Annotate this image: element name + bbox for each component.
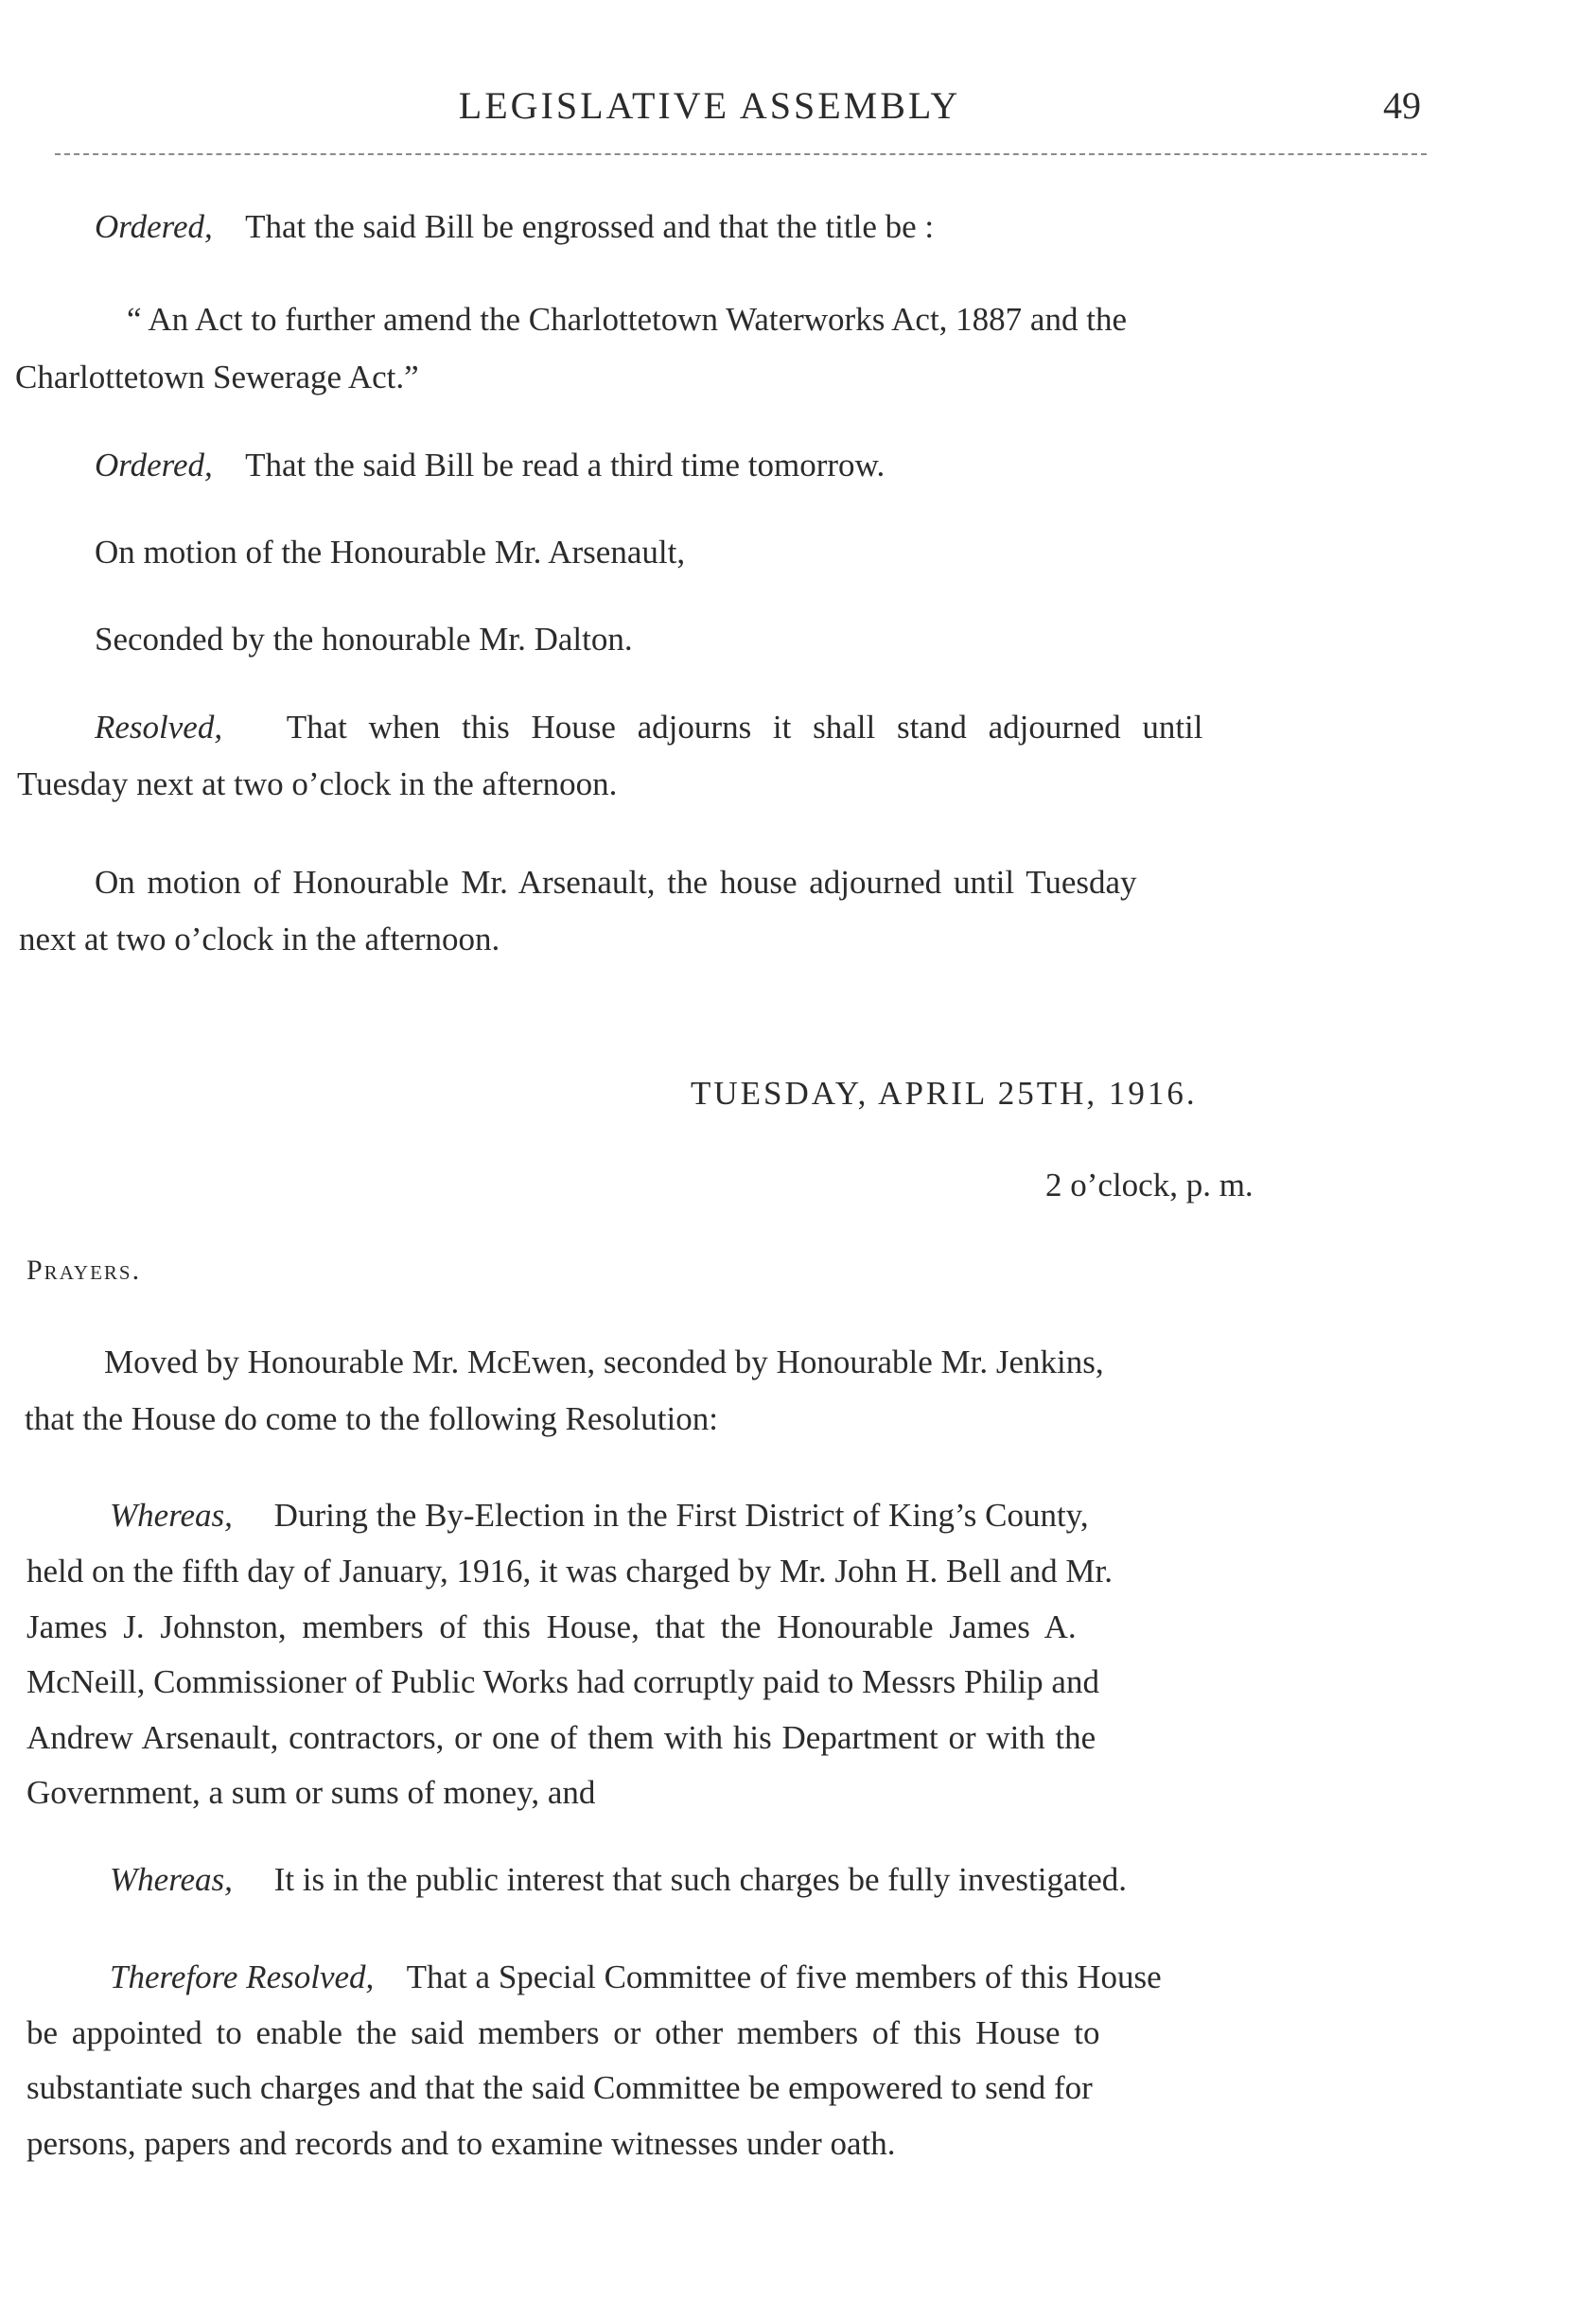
therefore-resolved-line-3: substantiate such charges and that the said Committee be empowered to send for (26, 2069, 1093, 2106)
paragraph-text: It is in the public interest that such charges be fully investigated. (273, 1861, 1128, 1898)
paragraph-lead: Whereas, (110, 1497, 233, 1534)
whereas-first-line-1 (110, 1499, 1089, 1532)
paragraph-text: That the said Bill be read a third time tomorrow. (245, 447, 886, 483)
paragraph-lead: Ordered, (95, 208, 213, 245)
paragraph-moved-line-1: Moved by Honourable Mr. McEwen, seconded by Honourable Mr. Jenkins, (104, 1344, 1104, 1380)
whereas-first-line-2: held on the fifth day of January, 1916, it was charged by Mr. John H. Bell and Mr. (26, 1553, 1113, 1590)
session-date-heading: TUESDAY, APRIL 25TH, 1916. (691, 1075, 1198, 1112)
whereas-first-line-5: Andrew Arsenault, contractors, or one of them with his Department or with the (26, 1719, 1096, 1756)
paragraph-resolved-line-1 (95, 711, 1203, 744)
paragraph-moved-line-2: that the House do come to the following Resolution: (25, 1400, 718, 1437)
paragraph-text: That a Special Committee of five members of this House (406, 1958, 1162, 1995)
whereas-first-line-4: McNeill, Commissioner of Public Works had corruptly paid to Messrs Philip and (26, 1663, 1099, 1700)
paragraph-lead: Whereas, (110, 1861, 233, 1898)
paragraph-lead: Ordered, (95, 447, 213, 483)
paragraph-ordered-third-reading (95, 448, 885, 482)
paragraph-ordered-engrossed (95, 210, 934, 243)
paragraph-lead: Resolved, (95, 709, 223, 746)
paragraph-adjourned-line-2: next at two o’clock in the afternoon. (19, 921, 500, 957)
paragraph-seconded: Seconded by the honourable Mr. Dalton. (95, 621, 633, 658)
header-rule (55, 153, 1427, 155)
paragraph-adjourned-line-1: On motion of Honourable Mr. Arsenault, the house adjourned until Tuesday (95, 864, 1137, 901)
therefore-resolved-line-1 (110, 1960, 1162, 1994)
therefore-resolved-line-4: persons, papers and records and to examine witnesses under oath. (26, 2125, 896, 2162)
paragraph-lead: Therefore Resolved, (110, 1958, 375, 1995)
therefore-resolved-line-2: be appointed to enable the said members or other members of this House to (26, 2014, 1100, 2051)
whereas-second (110, 1863, 1127, 1896)
act-title-line-2: Charlottetown Sewerage Act.” (15, 359, 419, 395)
whereas-first-line-6: Government, a sum or sums of money, and (26, 1774, 596, 1811)
whereas-first-line-3: James J. Johnston, members of this House, that the Honourable James A. (26, 1608, 1077, 1645)
paragraph-resolved-line-2: Tuesday next at two o’clock in the afternoon. (17, 765, 618, 802)
paragraph-text: During the By-Election in the First District of King’s County, (273, 1497, 1089, 1534)
prayers-heading: Prayers. (26, 1255, 142, 1286)
session-time: 2 o’clock, p. m. (1045, 1167, 1254, 1203)
page-number: 49 (1383, 84, 1421, 127)
running-header-title: LEGISLATIVE ASSEMBLY (458, 84, 961, 127)
act-title-line-1: “ An Act to further amend the Charlottetown Waterworks Act, 1887 and the (127, 301, 1127, 338)
paragraph-text: That when this House adjourns it shall stand adjourned until (286, 709, 1203, 746)
paragraph-text: That the said Bill be engrossed and that the title be : (245, 208, 935, 245)
paragraph-motion: On motion of the Honourable Mr. Arsenault, (95, 534, 686, 571)
